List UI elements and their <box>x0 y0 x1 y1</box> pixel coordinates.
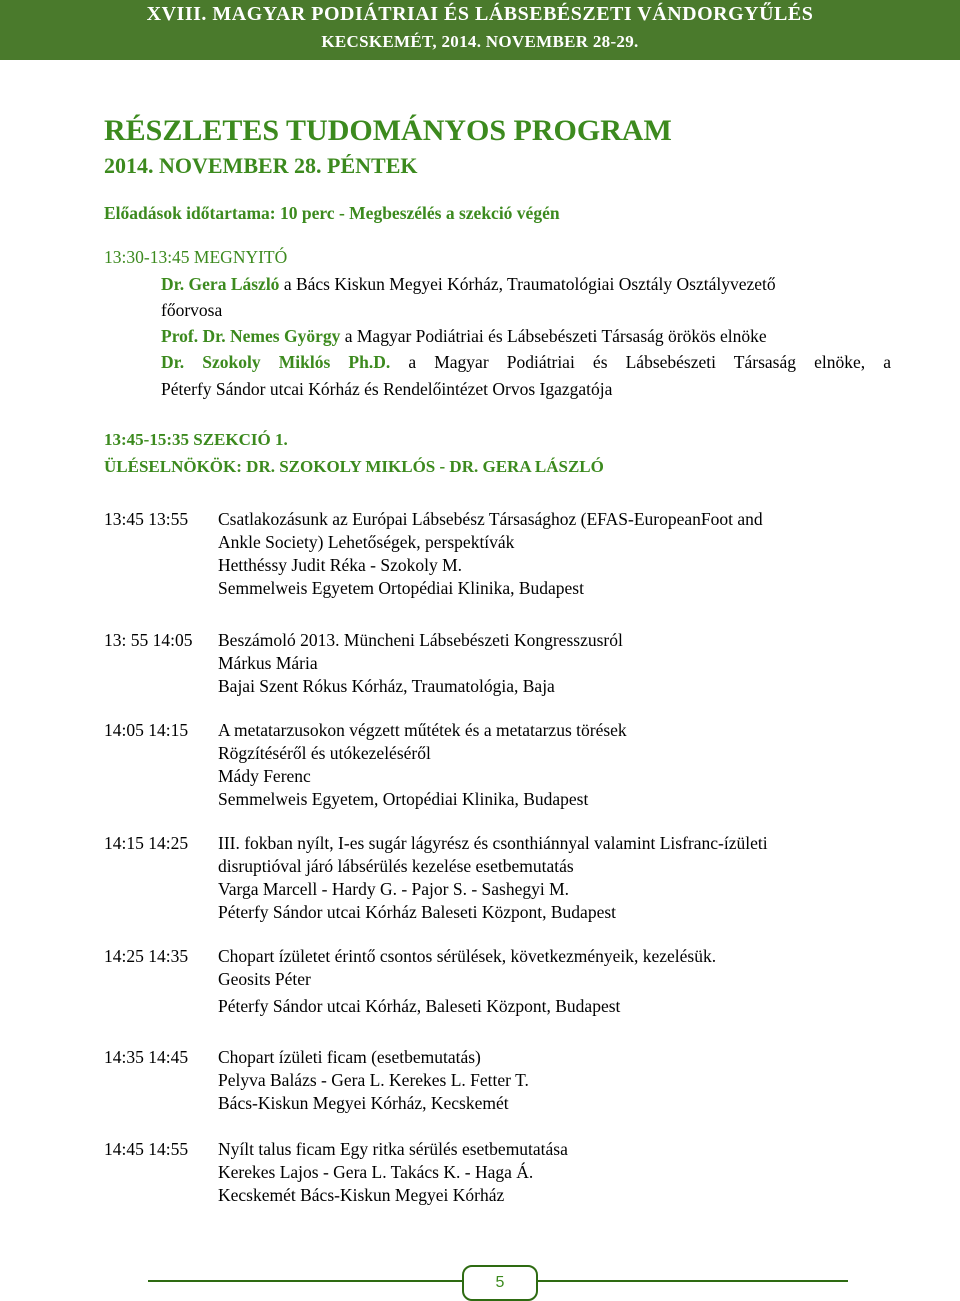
talk-authors: Varga Marcell - Hardy G. - Pajor S. - Sashegyi M. <box>218 879 570 899</box>
opening-speaker-2 <box>161 326 767 347</box>
talk-title: Chopart ízületi ficam (esetbemutatás) <box>218 1047 481 1067</box>
talk-title-cont: Ankle Society) Lehetőségek, perspektívák <box>218 532 515 552</box>
talk-institution: Péterfy Sándor utcai Kórház Baleseti Központ, Budapest <box>218 902 617 922</box>
talk-institution: Bács-Kiskun Megyei Kórház, Kecskemét <box>218 1093 509 1113</box>
speaker-name: Dr. Szokoly Miklós Ph.D. <box>161 352 391 372</box>
speaker-name: Prof. Dr. Nemes György <box>161 326 341 346</box>
talk-time: 14:25 14:35 <box>104 946 189 966</box>
talk-title-cont: Rögzítéséről és utókezeléséről <box>218 743 431 763</box>
opening-speaker-1 <box>161 274 776 295</box>
talk-institution: Semmelweis Egyetem Ortopédiai Klinika, Budapest <box>218 578 584 598</box>
page-number: 5 <box>462 1265 538 1301</box>
program-date: 2014. NOVEMBER 28. PÉNTEK <box>104 153 418 178</box>
speaker-name: Dr. Gera László <box>161 274 280 294</box>
talk-institution: Bajai Szent Rókus Kórház, Traumatológia, Baja <box>218 676 555 696</box>
talk-title: III. fokban nyílt, I-es sugár lágyrész és csonthiánnyal valamint Lisfranc-ízületi <box>218 833 768 853</box>
talk-institution: Kecskemét Bács-Kiskun Megyei Kórház <box>218 1185 505 1205</box>
opening-speaker-3 <box>161 352 891 373</box>
conference-title: XVIII. MAGYAR PODIÁTRIAI ÉS LÁBSEBÉSZETI VÁNDORGYŰLÉS <box>146 3 814 25</box>
speaker-role: a Magyar Podiátriai és Lábsebészeti Társaság örökös elnöke <box>344 326 767 346</box>
section-heading: 13:45-15:35 SZEKCIÓ 1. <box>104 430 288 449</box>
talk-authors: Hetthéssy Judit Réka - Szokoly M. <box>218 555 463 575</box>
speaker-role-cont: főorvosa <box>161 300 223 320</box>
conference-place-date: KECSKEMÉT, 2014. NOVEMBER 28-29. <box>321 32 639 51</box>
talk-time: 14:45 14:55 <box>104 1139 189 1159</box>
page-title: RÉSZLETES TUDOMÁNYOS PROGRAM <box>104 114 672 147</box>
talk-time: 14:05 14:15 <box>104 720 189 740</box>
talk-title: Beszámoló 2013. Müncheni Lábsebészeti Kongresszusról <box>218 630 623 650</box>
talk-authors: Mády Ferenc <box>218 766 311 786</box>
talk-authors: Kerekes Lajos - Gera L. Takács K. - Haga Á. <box>218 1162 534 1182</box>
section-chairs: ÜLÉSELNÖKÖK: DR. SZOKOLY MIKLÓS - DR. GERA LÁSZLÓ <box>104 457 604 476</box>
duration-note: Előadások időtartama: 10 perc - Megbeszélés a szekció végén <box>104 203 560 223</box>
speaker-role-cont: Péterfy Sándor utcai Kórház és Rendelőintézet Orvos Igazgatója <box>161 379 613 399</box>
talk-institution: Semmelweis Egyetem, Ortopédiai Klinika, Budapest <box>218 789 589 809</box>
talk-title-cont: disruptióval járó lábsérülés kezelése esetbemutatás <box>218 856 574 876</box>
talk-time: 14:15 14:25 <box>104 833 189 853</box>
footer-rule-right <box>536 1280 848 1282</box>
talk-title: A metatarzusokon végzett műtétek és a metatarzus törések <box>218 720 627 740</box>
talk-title: Csatlakozásunk az Európai Lábsebész Társasághoz (EFAS-EuropeanFoot and <box>218 509 763 529</box>
talk-time: 14:35 14:45 <box>104 1047 189 1067</box>
talk-title: Chopart ízületet érintő csontos sérülések, következményeik, kezelésük. <box>218 946 717 966</box>
speaker-role: a Bács Kiskun Megyei Kórház, Traumatológiai Osztály Osztályvezető <box>283 274 776 294</box>
talk-authors: Pelyva Balázs - Gera L. Kerekes L. Fetter T. <box>218 1070 529 1090</box>
conference-banner <box>0 0 960 60</box>
talk-authors: Márkus Mária <box>218 653 318 673</box>
speaker-role: a Magyar Podiátriai és Lábsebészeti Társaság elnöke, a <box>408 352 891 372</box>
talk-authors: Geosits Péter <box>218 969 311 989</box>
talk-institution: Péterfy Sándor utcai Kórház, Baleseti Központ, Budapest <box>218 996 621 1016</box>
talk-time: 13:45 13:55 <box>104 509 189 529</box>
talk-time: 13: 55 14:05 <box>104 630 193 650</box>
talk-title: Nyílt talus ficam Egy ritka sérülés esetbemutatása <box>218 1139 568 1159</box>
footer-rule-left <box>148 1280 462 1282</box>
opening-heading: 13:30-13:45 MEGNYITÓ <box>104 247 288 267</box>
